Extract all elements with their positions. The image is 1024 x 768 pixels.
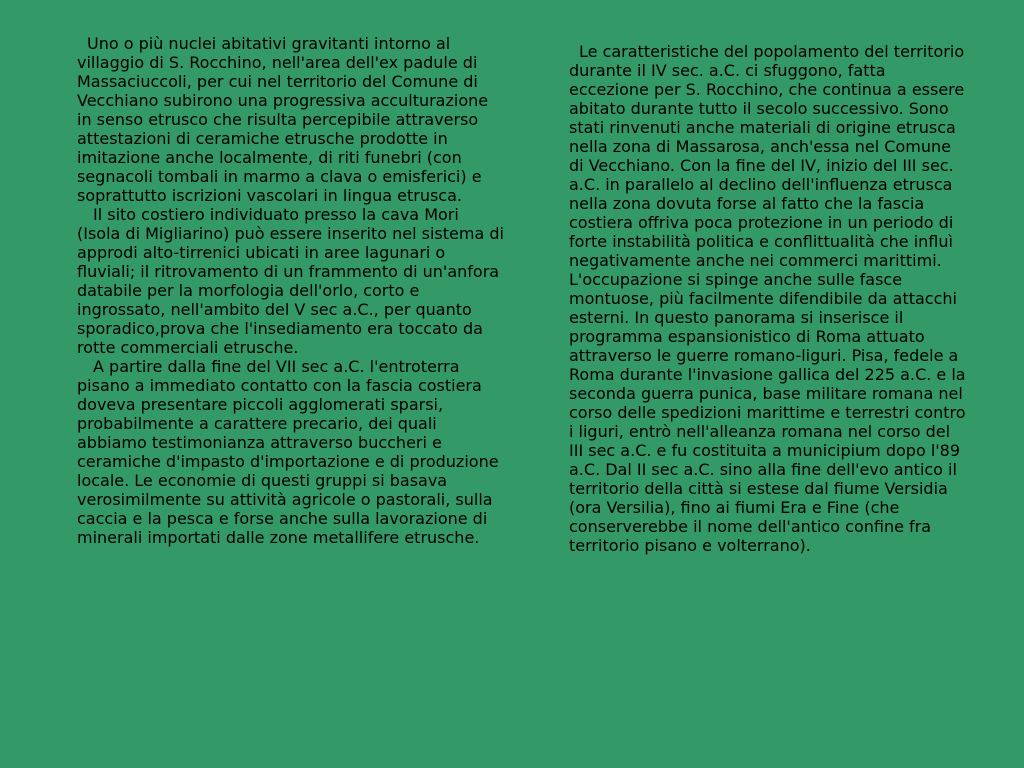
left-paragraph-3: A partire dalla fine del VII sec a.C. l'entroterra pisano a immediato contatto con la fascia costiera doveva presentare piccoli agglomerati sparsi, probabilmente a carattere precario, dei quali abbiamo testimonianza attraverso buccheri e ceramiche d'impasto d'importazione e di produzione locale. Le economie di questi gruppi si basava verosimilmente su attività agricole o pastorali, sulla caccia e la pesca e forse anche sulla lavorazione di minerali importati dalle zone metallifere etrusche. — [77, 357, 499, 547]
left-text-column — [77, 34, 507, 547]
left-paragraph-1: Uno o più nuclei abitativi gravitanti intorno al villaggio di S. Rocchino, nell'area dell'ex padule di Massaciuccoli, per cui nel territorio del Comune di Vecchiano subirono una progressiva acculturazione in senso etrusco che risulta percepibile attraverso attestazioni di ceramiche etrusche prodotte in imitazione anche localmente, di riti funebri (con segnacoli tombali in marmo a clava o emisferici) e soprattutto iscrizioni vascolari in lingua etrusca. — [77, 34, 489, 205]
right-text-column — [569, 42, 967, 555]
left-paragraph-2: Il sito costiero individuato presso la cava Mori (Isola di Migliarino) può essere inserito nel sistema di approdi alto-tirrenici ubicati in aree lagunari o fluviali; il ritrovamento di un frammento di un'anfora databile per la morfologia dell'orlo, corto e ingrossato, nell'ambito del V sec a.C., per quanto sporadico,prova che l'insediamento era toccato da rotte commerciali etrusche. — [77, 205, 504, 357]
right-paragraph-1: Le caratteristiche del popolamento del territorio durante il IV sec. a.C. ci sfuggono, fatta eccezione per S. Rocchino, che continua a essere abitato durante tutto il secolo successivo. Sono stati rinvenuti anche materiali di origine etrusca nella zona di Massarosa, anch'essa nel Comune di Vecchiano. Con la fine del IV, inizio del III sec. a.C. in parallelo al declino dell'influenza etrusca nella zona dovuta forse al fatto che la fascia costiera offriva poca protezione in un periodo di forte instabilità politica e conflittualità che influì negativamente anche nei commerci marittimi. L'occupazione si spinge anche sulle fasce montuose, più facilmente difendibile da attacchi esterni. In questo panorama si inserisce il programma espansionistico di Roma attuato attraverso le guerre romano-liguri. Pisa, fedele a Roma durante l'invasione gallica del 225 a.C. e la seconda guerra punica, base militare romana nel corso delle spedizioni marittime e terrestri contro i liguri, entrò nell'alleanza romana nel corso del III sec a.C. e fu costituita a municipium dopo l'89 a.C. Dal II sec a.C. sino alla fine dell'evo antico il territorio della città si estese dal fiume Versidia (ora Versilia), fino ai fiumi Era e Fine (che conserverebbe il nome dell'antico confine fra territorio pisano e volterrano). — [569, 42, 966, 555]
